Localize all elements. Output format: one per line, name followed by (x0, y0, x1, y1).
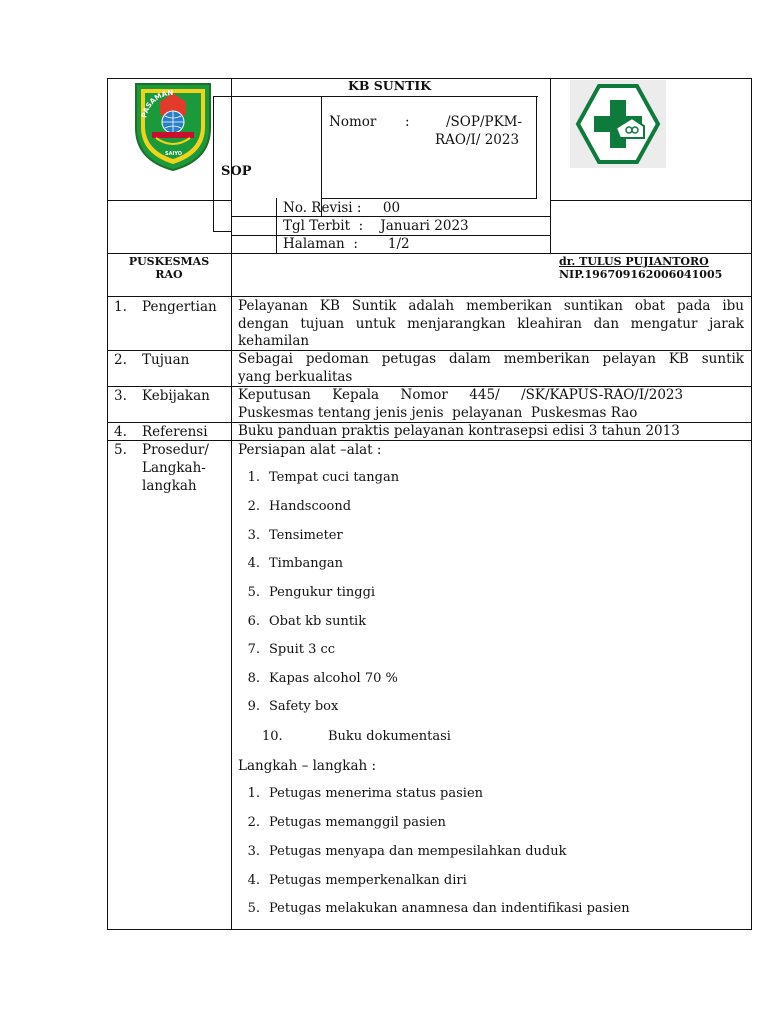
list-item: 3. Tensimeter (247, 528, 343, 543)
list-item: 10. Buku dokumentasi (262, 729, 451, 744)
row-number: 1. (114, 299, 127, 315)
nomor-value-line1: /SOP/PKM- (446, 114, 523, 130)
org-name-line1: PUSKESMAS (128, 255, 210, 268)
row-number: 2. (114, 352, 127, 368)
row-label-tujuan: Tujuan (142, 352, 190, 368)
list-item: 5. Petugas melakukan anamnesa dan indentifikasi pasien (247, 901, 630, 916)
svg-text:PASAMAN: PASAMAN (140, 88, 174, 119)
pengertian-text-line: dengan tujuan untuk menjarangkan kleahiran dan mengatur jarak (238, 316, 744, 332)
list-item: 2. Handscoond (247, 499, 352, 514)
list-item: 4. Timbangan (247, 556, 344, 571)
kebijakan-text-line: Puskesmas tentang jenis jenis pelayanan Puskesmas Rao (238, 405, 638, 421)
nomor-separator: : (405, 114, 410, 130)
doctor-nip: NIP.196709162006041005 (559, 268, 723, 281)
list-item: 4. Petugas memperkenalkan diri (247, 873, 467, 888)
page-number: Halaman : 1/2 (283, 236, 410, 252)
row-label-prosedur: langkah (142, 478, 197, 494)
list-item: 2. Petugas memanggil pasien (247, 815, 446, 830)
list-item: 8. Kapas alcohol 70 % (247, 671, 398, 686)
document-title: KB SUNTIK (348, 78, 432, 93)
row-label-referensi: Referensi (142, 424, 208, 440)
org-name-line2: RAO (155, 268, 183, 281)
nomor-value-line2: RAO/I/ 2023 (435, 132, 520, 148)
row-label-prosedur: Langkah- (142, 460, 206, 476)
list-item: 7. Spuit 3 cc (247, 642, 336, 657)
tujuan-text-line: Sebagai pedoman petugas dalam memberikan pelayan KB suntik (238, 351, 744, 367)
pengertian-text-line: Pelayanan KB Suntik adalah memberikan suntikan obat pada ibu (238, 298, 744, 314)
row-number: 4. (114, 424, 127, 440)
list-item: 1. Petugas menerima status pasien (247, 786, 484, 801)
pasaman-logo (132, 80, 214, 172)
sop-label: SOP (221, 164, 252, 179)
row-number: 5. (114, 442, 127, 458)
list-item: 9. Safety box (247, 699, 339, 714)
row-label-kebijakan: Kebijakan (142, 388, 210, 404)
revision-number: No. Revisi : 00 (283, 200, 401, 216)
list-item: 1. Tempat cuci tangan (247, 470, 400, 485)
row-label-prosedur: Prosedur/ (142, 442, 209, 458)
persiapan-heading: Persiapan alat –alat : (238, 442, 382, 458)
list-item: 3. Petugas menyapa dan mempesilahkan duduk (247, 844, 567, 859)
list-item: 5. Pengukur tinggi (247, 585, 376, 600)
doctor-name: dr. TULUS PUJIANTORO (559, 255, 709, 268)
referensi-text-line: Buku panduan praktis pelayanan kontrasepsi edisi 3 tahun 2013 (238, 423, 680, 439)
pengertian-text-line: kehamilan (238, 333, 310, 349)
svg-text:SAIYO: SAIYO (165, 151, 183, 157)
langkah-heading: Langkah – langkah : (238, 758, 377, 774)
list-item: 6. Obat kb suntik (247, 614, 367, 629)
nomor-label: Nomor (329, 114, 377, 130)
tujuan-text-line: yang berkualitas (238, 369, 353, 385)
puskesmas-logo (570, 80, 666, 168)
row-label-pengertian: Pengertian (142, 299, 217, 315)
kebijakan-text-line: Keputusan Kepala Nomor 445/ /SK/KAPUS-RAO/I/2023 (238, 387, 684, 403)
publish-date: Tgl Terbit : Januari 2023 (283, 218, 469, 234)
row-number: 3. (114, 388, 127, 404)
